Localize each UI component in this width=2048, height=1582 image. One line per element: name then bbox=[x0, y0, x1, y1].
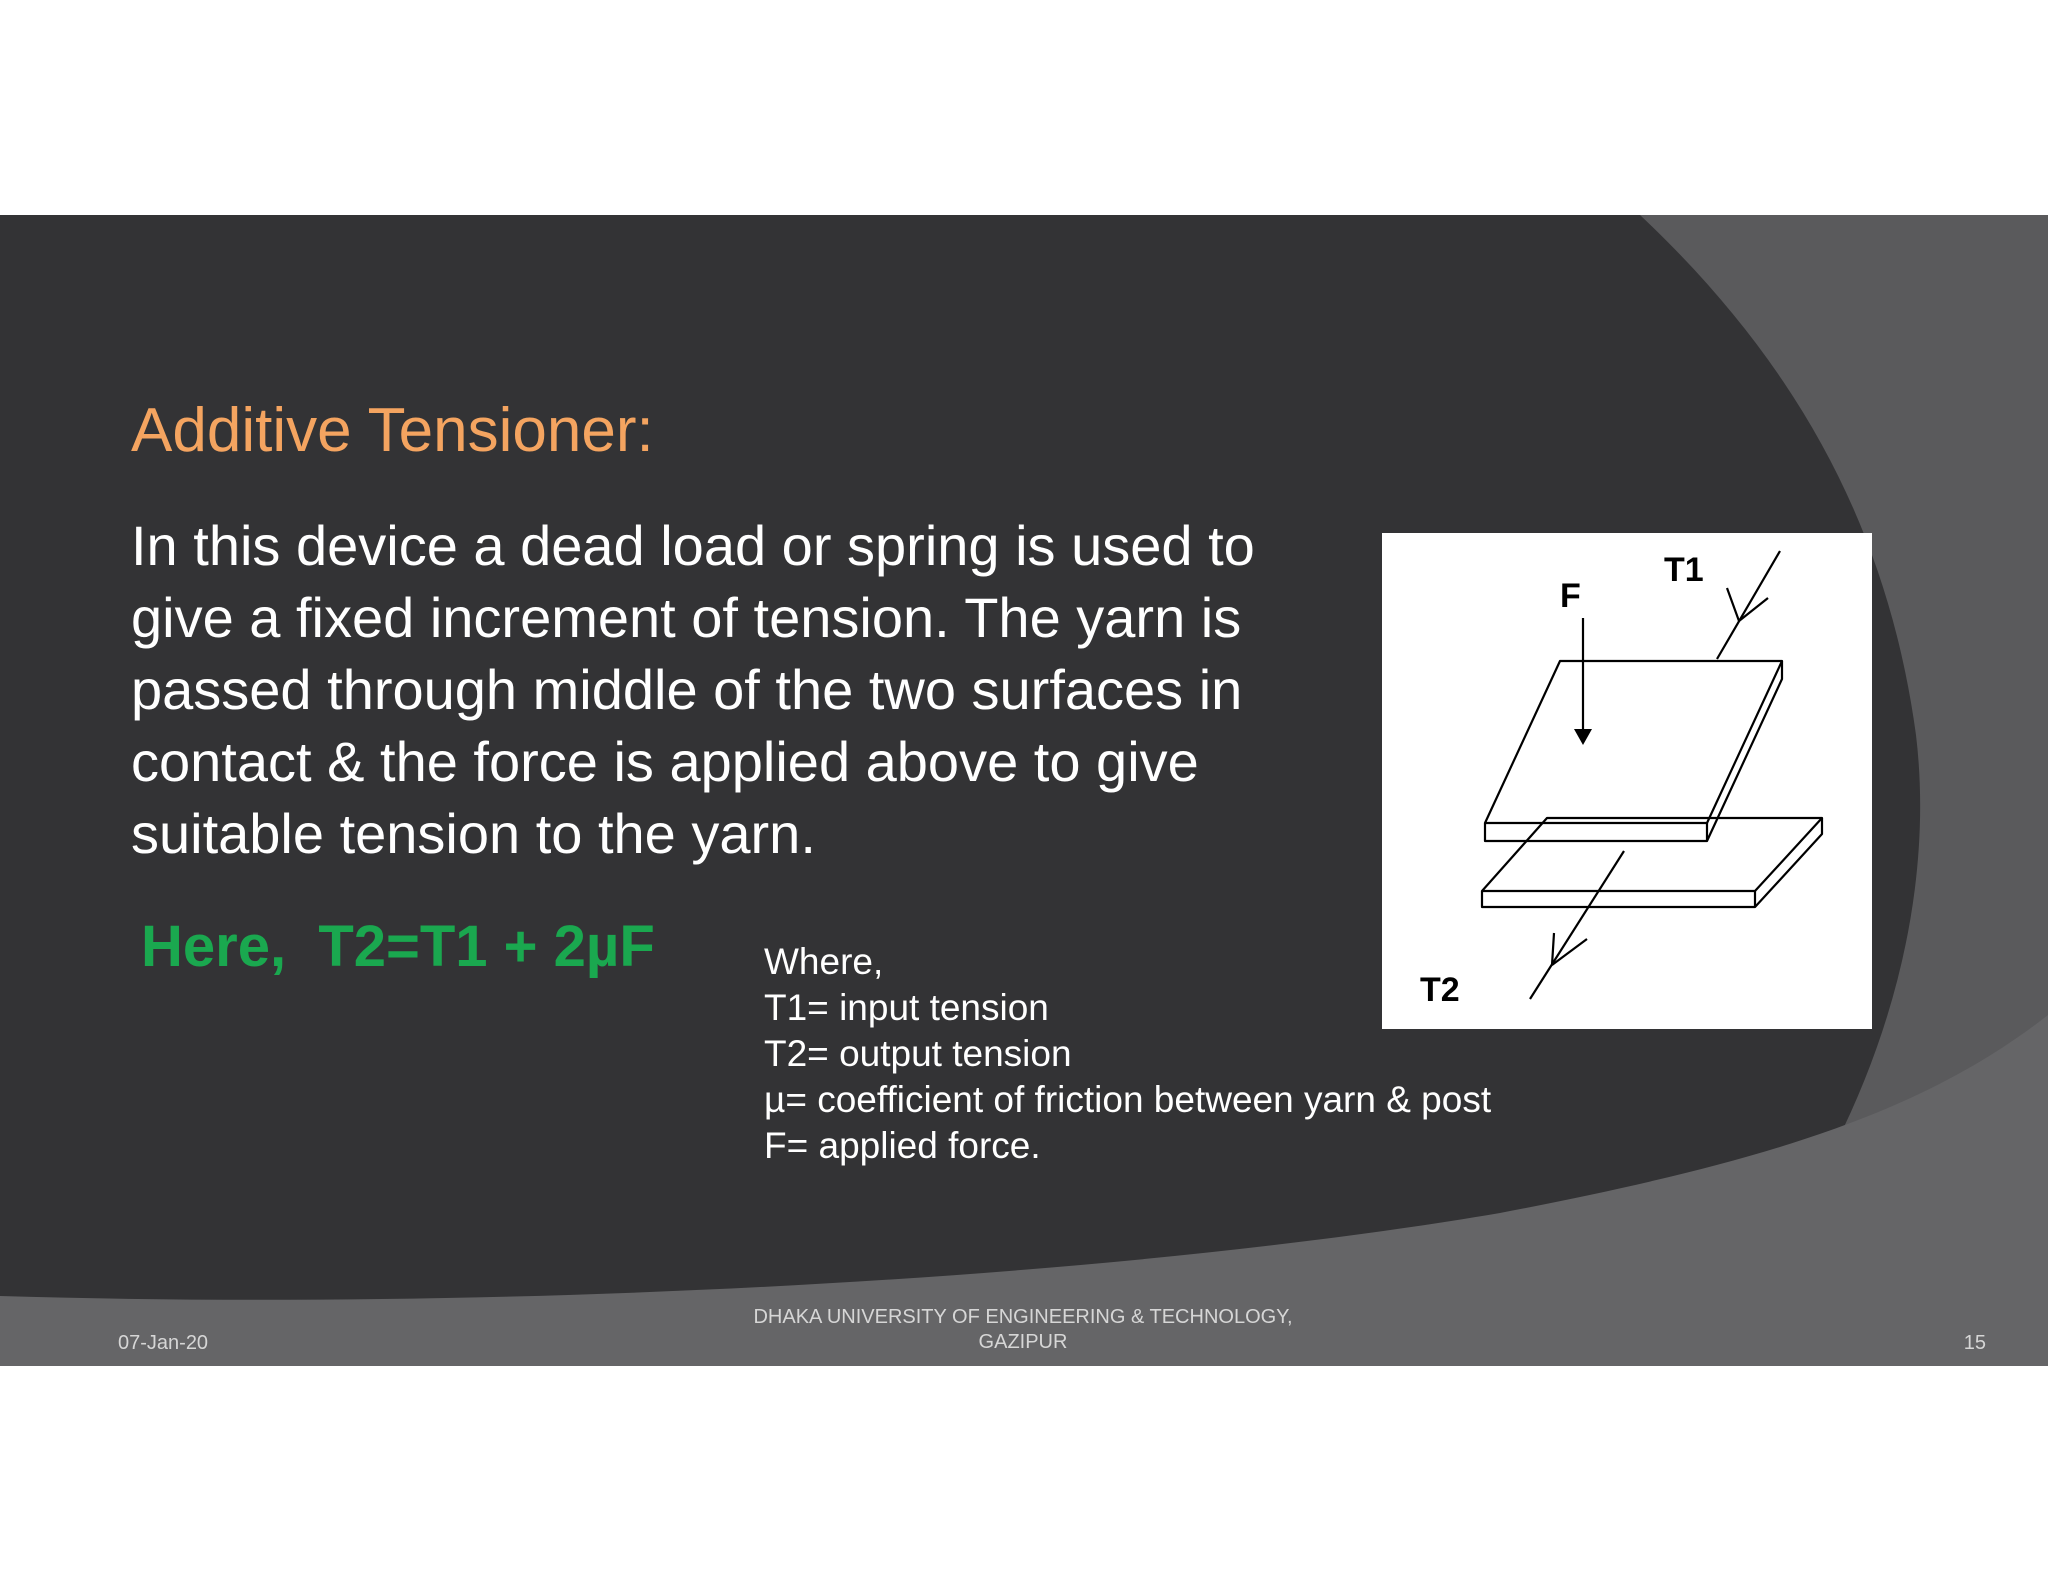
definition-f: F= applied force. bbox=[764, 1125, 1041, 1166]
top-plate-edge bbox=[1485, 661, 1782, 841]
bottom-plate bbox=[1482, 818, 1822, 891]
footer-page-number: 15 bbox=[1963, 1332, 1986, 1354]
label-force: F bbox=[1560, 577, 1581, 615]
slide-title: Additive Tensioner: bbox=[131, 396, 654, 465]
yarn-input bbox=[1717, 551, 1780, 659]
footer-institution-line2: GAZIPUR bbox=[978, 1331, 1068, 1353]
top-plate bbox=[1485, 661, 1782, 823]
footer-date: 07-Jan-20 bbox=[118, 1332, 209, 1354]
yarn-output bbox=[1530, 851, 1624, 999]
footer-institution bbox=[690, 1305, 1356, 1355]
slide bbox=[0, 215, 2048, 1366]
tension-formula: Here, T2=T1 + 2µF bbox=[141, 914, 655, 979]
additive-tensioner-diagram bbox=[1382, 533, 1872, 1029]
definition-t2: T2= output tension bbox=[764, 1033, 1072, 1074]
footer-institution-line1: DHAKA UNIVERSITY OF ENGINEERING & TECHNOLOGY, bbox=[753, 1306, 1293, 1328]
definition-mu: µ= coefficient of friction between yarn & post bbox=[764, 1079, 1492, 1120]
slide-body-text: In this device a dead load or spring is used to give a fixed increment of tension. The yarn is passed through middle of the two surfaces in contact & the force is applied above to give suitable tension to the yarn. bbox=[131, 514, 1255, 865]
label-t1: T1 bbox=[1664, 551, 1704, 589]
label-t2: T2 bbox=[1420, 971, 1460, 1009]
force-arrowhead bbox=[1574, 729, 1592, 745]
definition-t1: T1= input tension bbox=[764, 987, 1049, 1028]
yarn-input-arrow bbox=[1727, 588, 1768, 621]
where-heading: Where, bbox=[764, 941, 884, 982]
bottom-plate-edge bbox=[1482, 818, 1822, 907]
tensioner-drawing bbox=[1382, 533, 1872, 1029]
